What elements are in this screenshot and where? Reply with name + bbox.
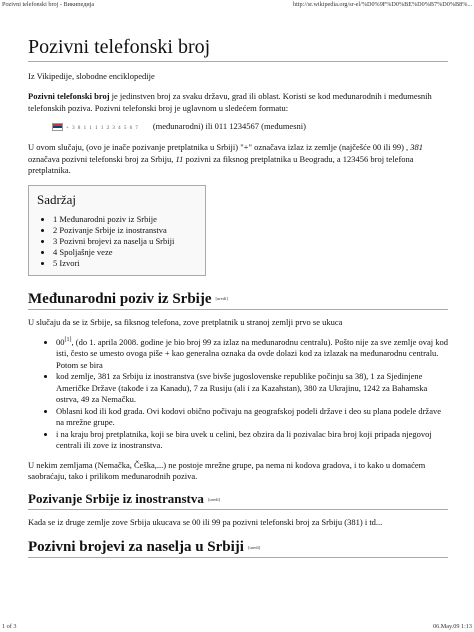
reference-link[interactable]: [1] (64, 337, 72, 343)
print-footer (0, 622, 474, 632)
toc-item-calling-from-abroad[interactable]: 2 Pozivanje Srbije iz inostranstva (53, 224, 167, 235)
number-format-example (52, 121, 448, 134)
format-text: (međunarodni) ili 011 1234567 (međumesni) (152, 121, 306, 131)
explanation-text-c: označava pozivni telefonski broj za Srbiju, (28, 153, 176, 164)
print-header (0, 0, 474, 10)
toc-item-external-links[interactable]: 4 Spoljašnje veze (53, 246, 113, 257)
section-title: Pozivni brojevi za naselja u Srbiji (28, 539, 244, 556)
edit-link[interactable]: [uredi] (247, 545, 261, 551)
section1-outro: U nekim zemljama (Nemačka, Češka,...) ne postoje mrežne grupe, pa nema ni kodova gradova, i to kako u domaćem saobraćaju, tako i prilikom međunarodnih poziva. (28, 459, 426, 482)
list-text: 00 (56, 336, 65, 347)
section2-text: Kada se iz druge zemlje zove Srbija ukucava se 00 ili 99 pa pozivni telefonski broj za Srbiju (381) i td... (28, 516, 383, 527)
explanation-italic-11: 11 (175, 153, 184, 164)
intro-bold-term: Pozivni telefonski broj (28, 91, 110, 101)
serbia-flag-icon (52, 123, 63, 131)
intro-paragraph (28, 91, 448, 114)
toc-title: Sadržaj (37, 191, 76, 207)
table-of-contents (28, 185, 206, 276)
section-heading-calling-serbia (28, 490, 448, 510)
explanation-paragraph (28, 142, 448, 177)
article (28, 36, 448, 565)
page-title: Pozivni telefonski broj (28, 36, 448, 62)
toc-list (37, 214, 197, 269)
section-heading-international (28, 290, 448, 310)
explanation-italic-381: 381 (410, 142, 424, 152)
section-heading-area-codes (28, 538, 448, 558)
page-subtitle: Iz Vikipedije, slobodne enciklopedije (28, 71, 155, 81)
list-text: , (do 1. aprila 2008. godine je bio broj 99 za izlaz na međunarodnu centralu). Pošto nije za sve zemlje ovaj kod isti, često se umesto ovoga piše + kao generalna oznaka da ovde dolazi kod za izlazak na međunarodnu centralu. Potom se bira (56, 336, 448, 370)
section-title: Pozivanje Srbije iz inostranstva (28, 490, 204, 506)
edit-link[interactable]: [uredi] (207, 496, 221, 502)
header-url: http://sr.wikipedia.org/sr-el/%D0%9F%D0%BE%D0%B7%D0%B8%... (292, 1, 472, 8)
format-digits: + 3 8 1 1 1 1 2 3 4 5 6 7 (66, 126, 139, 131)
list-item: • Oblasni kod ili kod grada. Ovi kodovi obično počivaju na geografskoj podeli države i deo su plana podele države na mrežne grupe. (56, 406, 448, 429)
toc-item-sources[interactable]: 5 Izvori (53, 257, 80, 268)
section-title: Međunarodni poziv iz Srbije (28, 290, 212, 307)
header-page-title: Pozivni telefonski broj - Википедија (2, 1, 95, 8)
explanation-text-a: U ovom slučaju, (ovo je inače pozivanje pretplatnika u Srbiji) "+" označava izlaz iz zemlje (najčešće 00 ili 99) , (28, 142, 409, 152)
footer-page-count: 1 of 3 (2, 623, 17, 630)
toc-item-international-call[interactable]: 1 Međunarodni poziv iz Srbije (53, 213, 157, 224)
section1-list (28, 335, 448, 452)
toc-item-area-codes[interactable]: 3 Pozivni brojevi za naselja u Srbiji (53, 235, 175, 246)
list-item: • kod zemlje, 381 za Srbiju iz inostranstva (sve bivše jugoslovenske republike počinju sa 38), 1 za Sjedinjene Američke Države (takođe i za Kanadu), 7 za Rusiju (ali i za Kazahstan), 380 za Ukrajinu, 1242 za Bahamska ostrva, 49 za Nemačku. (56, 371, 448, 406)
edit-link[interactable]: [uredi] (215, 296, 228, 302)
intro-text: je jedinstven broj za svaku državu, grad ili oblast. Koristi se kod međunarodnih i međumesnih telefonskih poziva. Pozivni telefonski broj je uglavnom u sledećem formatu: (28, 91, 432, 113)
list-item: • i na kraju broj pretplatnika, koji se bira uvek u celini, bez obzira da li pozivalac bira broj koji pripada njegovoj centrali ili zove iz inostranstva. (56, 429, 448, 452)
explanation-text-e: pozivni za fiksnog pretplatnika u Beogradu, a 123456 broj telefona pretplatnika. (28, 153, 414, 175)
footer-timestamp: 06.May.09 1:13 (433, 623, 472, 630)
section1-intro: U slučaju da se iz Srbije, sa fiksnog telefona, zove pretplatnik u stranoj zemlji prvo se ukuca (28, 316, 343, 327)
list-item (56, 335, 448, 371)
